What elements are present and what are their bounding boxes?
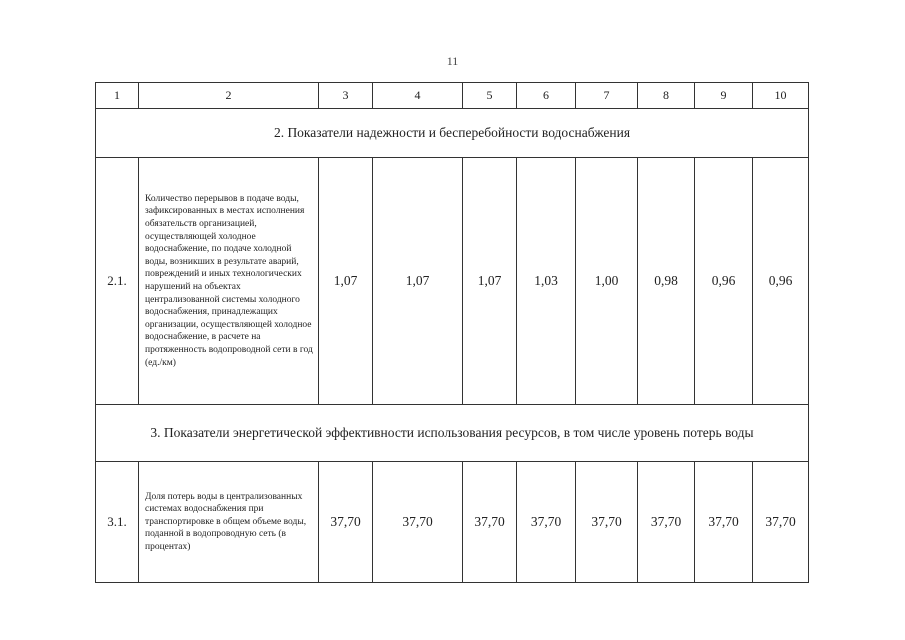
row-code: 2.1. [96, 158, 139, 405]
table-row [96, 158, 809, 405]
column-number-cell: 4 [373, 83, 463, 109]
column-number-cell: 1 [96, 83, 139, 109]
column-number-cell: 8 [638, 83, 695, 109]
value-cell: 1,03 [517, 158, 576, 405]
value-cell: 37,70 [373, 462, 463, 583]
indicators-table [95, 82, 809, 583]
section-title-reliability: 2. Показатели надежности и бесперебойности водоснабжения [96, 109, 809, 158]
value-cell: 37,70 [695, 462, 753, 583]
value-cell: 1,00 [576, 158, 638, 405]
table-row [96, 462, 809, 583]
value-cell: 37,70 [576, 462, 638, 583]
row-description: Доля потерь воды в централизованных системах водоснабжения при транспортировке в общем объеме воды, поданной в водопроводную сеть (в процентах) [139, 462, 319, 583]
column-number-cell: 2 [139, 83, 319, 109]
page-number: 11 [446, 54, 459, 68]
section-heading-row [96, 405, 809, 462]
value-cell: 37,70 [463, 462, 517, 583]
value-cell: 37,70 [517, 462, 576, 583]
value-cell: 0,96 [753, 158, 809, 405]
value-cell: 1,07 [319, 158, 373, 405]
column-number-cell: 7 [576, 83, 638, 109]
section-title-energy-efficiency: 3. Показатели энергетической эффективности использования ресурсов, в том числе уровень потерь воды [96, 405, 809, 462]
column-number-cell: 6 [517, 83, 576, 109]
row-code: 3.1. [96, 462, 139, 583]
value-cell: 0,96 [695, 158, 753, 405]
value-cell: 37,70 [753, 462, 809, 583]
column-number-cell: 10 [753, 83, 809, 109]
column-number-cell: 9 [695, 83, 753, 109]
value-cell: 37,70 [319, 462, 373, 583]
section-heading-row [96, 109, 809, 158]
value-cell: 1,07 [463, 158, 517, 405]
column-number-cell: 3 [319, 83, 373, 109]
value-cell: 0,98 [638, 158, 695, 405]
column-number-cell: 5 [463, 83, 517, 109]
value-cell: 37,70 [638, 462, 695, 583]
row-description: Количество перерывов в подаче воды, зафиксированных в местах исполнения обязательств организацией, осуществляющей холодное водоснабжение, по подаче холодной воды, возникших в результате аварий, повреждений и иных технологических нарушений на объектах централизованной системы холодного водоснабжения, принадлежащих организации, осуществляющей холодное водоснабжение, в расчете на протяженность водопроводной сети в год (ед./км) [139, 158, 319, 405]
value-cell: 1,07 [373, 158, 463, 405]
column-number-row [96, 83, 809, 109]
